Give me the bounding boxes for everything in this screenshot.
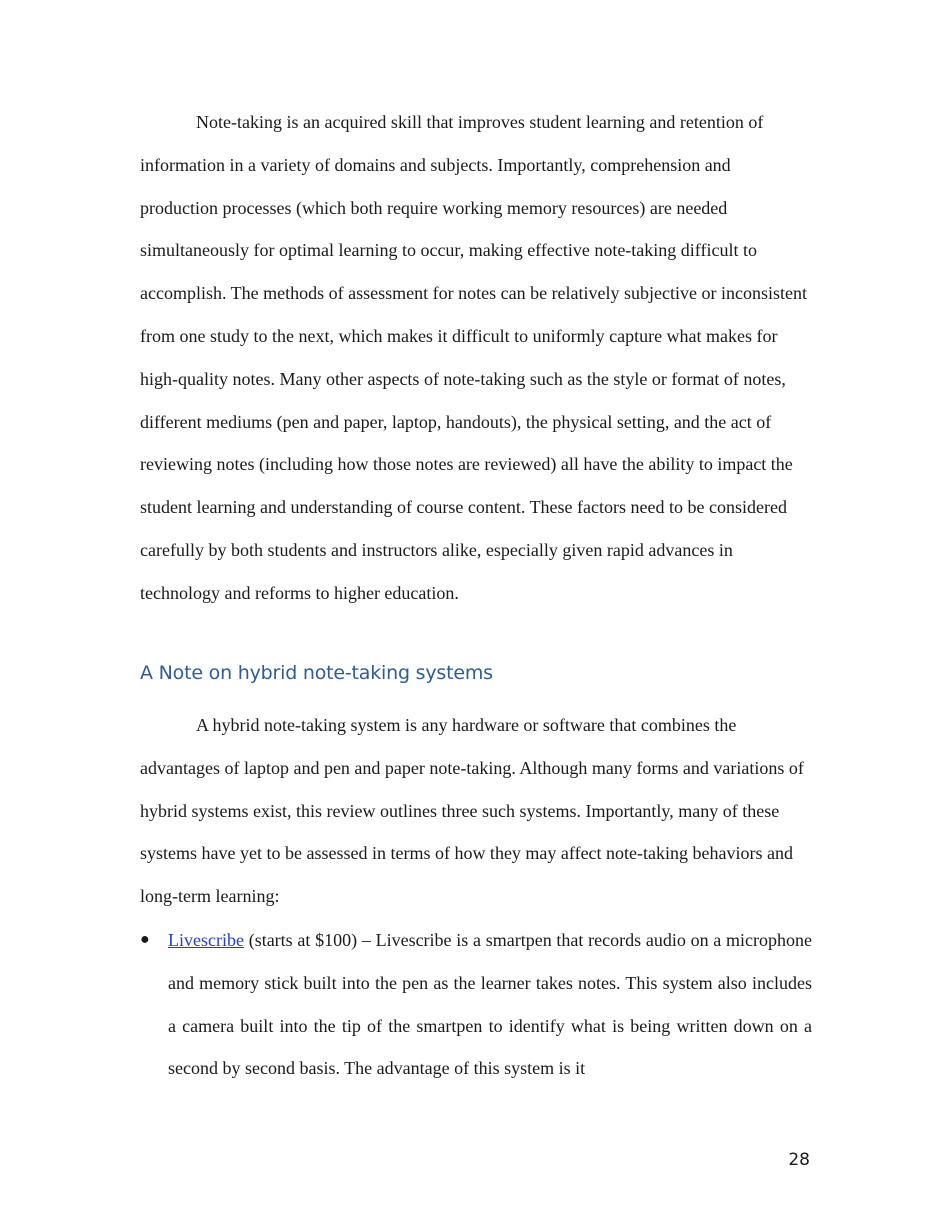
hybrid-intro-paragraph: [140, 704, 812, 918]
list-item: [140, 919, 812, 1090]
conclusion-text: Note-taking is an acquired skill that improves student learning and retention of information in a variety of domains and subjects. Importantly, comprehension and production processes (which both require working memory resources) are needed simultaneously for optimal learning to occur, making effective note-taking difficult to accomplish. The methods of assessment for notes can be relatively subjective or inconsistent from one study to the next, which makes it difficult to uniformly capture what makes for high-quality notes. Many other aspects of note-taking such as the style or format of notes, different mediums (pen and paper, laptop, handouts), the physical setting, and the act of reviewing notes (including how those notes are reviewed) all have the ability to impact the student learning and understanding of course content. These factors need to be considered carefully by both students and instructors alike, especially given rapid advances in technology and reforms to higher education.: [140, 112, 807, 603]
hybrid-systems-list: [140, 919, 812, 1090]
livescribe-link[interactable]: Livescribe: [168, 930, 244, 950]
list-item-text: (starts at $100) – Livescribe is a smartpen that records audio on a microphone and memory stick built into the pen as the learner takes notes. This system also includes a camera built into the tip of the smartpen to identify what is being written down on a second by second basis. The advantage of this system is it: [168, 930, 812, 1079]
conclusion-paragraph: [140, 101, 812, 615]
page-number: 28: [788, 1150, 810, 1170]
bullet-icon: ●: [140, 931, 150, 948]
hybrid-intro-text: A hybrid note-taking system is any hardware or software that combines the advantages of laptop and pen and paper note-taking. Although many forms and variations of hybrid systems exist, this review outlines three such systems. Importantly, many of these systems have yet to be assessed in terms of how they may affect note-taking behaviors and long-term learning:: [140, 715, 804, 907]
section-heading: A Note on hybrid note-taking systems: [140, 662, 493, 684]
